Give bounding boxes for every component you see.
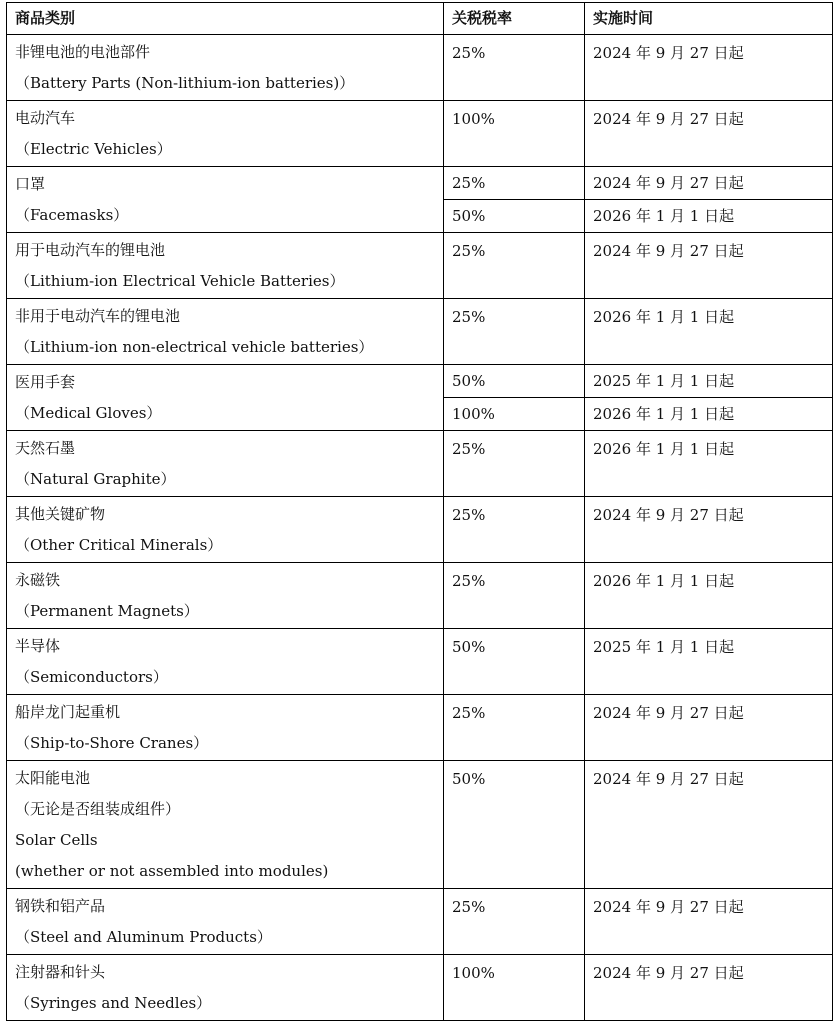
category-detail: （Semiconductors） [15, 668, 168, 686]
rate-cell: 100% [444, 101, 585, 167]
category-name: 用于电动汽车的锂电池 [15, 241, 166, 259]
category-detail: （Lithium-ion Electrical Vehicle Batteries） [15, 272, 345, 290]
category-detail: Solar Cells [15, 831, 98, 849]
table-row [7, 167, 833, 200]
category-name: 口罩 [15, 175, 46, 193]
rate-cell: 25% [444, 167, 585, 200]
date-cell: 2026 年 1 月 1 日起 [585, 299, 833, 365]
rate-cell: 25% [444, 233, 585, 299]
header-row [7, 3, 833, 35]
table-row [7, 629, 833, 695]
table-row [7, 233, 833, 299]
date-cell: 2024 年 9 月 27 日起 [585, 233, 833, 299]
table-row [7, 431, 833, 497]
category-cell [7, 431, 444, 497]
category-cell [7, 563, 444, 629]
category-cell [7, 955, 444, 1021]
category-cell [7, 299, 444, 365]
date-cell: 2025 年 1 月 1 日起 [585, 629, 833, 695]
category-detail: （Ship-to-Shore Cranes） [15, 734, 209, 752]
date-cell: 2024 年 9 月 27 日起 [585, 35, 833, 101]
date-cell: 2024 年 9 月 27 日起 [585, 955, 833, 1021]
date-cell: 2026 年 1 月 1 日起 [585, 200, 833, 233]
rate-cell: 100% [444, 398, 585, 431]
category-detail: （Facemasks） [15, 206, 129, 224]
date-cell: 2026 年 1 月 1 日起 [585, 431, 833, 497]
rate-cell: 50% [444, 629, 585, 695]
table-row [7, 101, 833, 167]
rate-cell: 25% [444, 35, 585, 101]
rate-cell: 25% [444, 497, 585, 563]
table-row [7, 563, 833, 629]
header-date: 实施时间 [585, 3, 833, 35]
category-detail: （Permanent Magnets） [15, 602, 199, 620]
category-name: 医用手套 [15, 373, 76, 391]
tariff-table [6, 2, 833, 1021]
date-cell: 2024 年 9 月 27 日起 [585, 889, 833, 955]
table-row [7, 695, 833, 761]
category-cell [7, 629, 444, 695]
rate-cell: 100% [444, 955, 585, 1021]
date-cell: 2024 年 9 月 27 日起 [585, 761, 833, 889]
category-cell [7, 365, 444, 431]
table-row [7, 955, 833, 1021]
category-detail: （Battery Parts (Non-lithium-ion batteries)） [15, 74, 355, 92]
table-body [7, 35, 833, 1021]
category-detail: （Steel and Aluminum Products） [15, 928, 272, 946]
rate-cell: 25% [444, 695, 585, 761]
table-row [7, 35, 833, 101]
category-name: 非锂电池的电池部件 [15, 43, 151, 61]
rate-cell: 25% [444, 889, 585, 955]
table-row [7, 761, 833, 889]
rate-cell: 25% [444, 431, 585, 497]
category-cell [7, 101, 444, 167]
category-name: 电动汽车 [15, 109, 76, 127]
date-cell: 2026 年 1 月 1 日起 [585, 563, 833, 629]
date-cell: 2024 年 9 月 27 日起 [585, 101, 833, 167]
category-detail: （Electric Vehicles） [15, 140, 172, 158]
category-detail: (whether or not assembled into modules) [15, 862, 329, 880]
category-cell [7, 233, 444, 299]
category-name: 永磁铁 [15, 571, 61, 589]
date-cell: 2024 年 9 月 27 日起 [585, 497, 833, 563]
category-name: 半导体 [15, 637, 61, 655]
category-name: 太阳能电池 [15, 769, 91, 787]
category-detail: （Lithium-ion non-electrical vehicle batteries） [15, 338, 374, 356]
category-cell [7, 695, 444, 761]
category-name: 钢铁和铝产品 [15, 897, 106, 915]
category-detail: （Syringes and Needles） [15, 994, 212, 1012]
table-row [7, 889, 833, 955]
category-cell [7, 761, 444, 889]
date-cell: 2025 年 1 月 1 日起 [585, 365, 833, 398]
table-row [7, 299, 833, 365]
rate-cell: 25% [444, 563, 585, 629]
category-name: 天然石墨 [15, 439, 76, 457]
date-cell: 2024 年 9 月 27 日起 [585, 167, 833, 200]
category-cell [7, 35, 444, 101]
category-detail: （Medical Gloves） [15, 404, 162, 422]
category-name: 非用于电动汽车的锂电池 [15, 307, 181, 325]
category-detail: （无论是否组装成组件） [15, 800, 181, 818]
date-cell: 2026 年 1 月 1 日起 [585, 398, 833, 431]
rate-cell: 50% [444, 761, 585, 889]
category-cell [7, 167, 444, 233]
category-name: 注射器和针头 [15, 963, 106, 981]
category-detail: （Natural Graphite） [15, 470, 176, 488]
category-name: 其他关键矿物 [15, 505, 106, 523]
category-cell [7, 497, 444, 563]
table-row [7, 365, 833, 398]
date-cell: 2024 年 9 月 27 日起 [585, 695, 833, 761]
rate-cell: 50% [444, 365, 585, 398]
rate-cell: 25% [444, 299, 585, 365]
table-row [7, 497, 833, 563]
header-category: 商品类别 [7, 3, 444, 35]
rate-cell: 50% [444, 200, 585, 233]
category-name: 船岸龙门起重机 [15, 703, 121, 721]
category-detail: （Other Critical Minerals） [15, 536, 223, 554]
header-rate: 关税税率 [444, 3, 585, 35]
category-cell [7, 889, 444, 955]
